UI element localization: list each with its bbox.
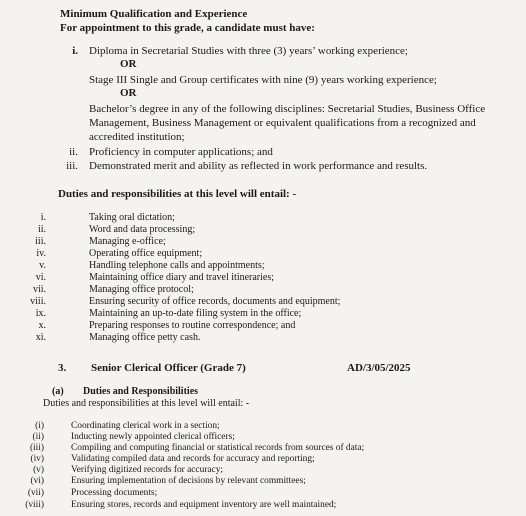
duty-text: Taking oral dictation; (89, 212, 175, 223)
responsibility-number: (viii) (25, 500, 44, 510)
responsibility-text: Processing documents; (71, 488, 158, 498)
responsibility-text: Ensuring stores, records and equipment inventory are well maintained; (71, 500, 337, 510)
qual-item-text: Diploma in Secretarial Studies with three (3) years’ working experience; (89, 45, 408, 57)
qual-item-text: accredited institution; (89, 131, 185, 143)
subsection-heading: Duties and Responsibilities (83, 386, 199, 397)
duty-number: v. (39, 260, 46, 271)
duty-number: ii. (37, 224, 46, 235)
duty-number: i. (40, 212, 46, 223)
responsibility-text: Validating compiled data and records for accuracy and reporting; (71, 454, 315, 464)
qualification-intro: For appointment to this grade, a candidate must have: (60, 22, 315, 34)
qual-item-number: i. (72, 45, 78, 57)
duty-number: vi. (35, 272, 46, 283)
responsibility-text: Verifying digitized records for accuracy; (71, 465, 224, 475)
responsibility-text: Coordinating clerical work in a section; (71, 421, 220, 431)
qual-item-text: Stage III Single and Group certificates with nine (9) years working experience; (89, 74, 437, 86)
duty-text: Maintaining an up-to-date filing system in the office; (89, 308, 302, 319)
qual-item-text: Management, Business Management or equivalent qualifications from a recognized and (89, 117, 476, 129)
subsection-label: (a) (52, 386, 64, 397)
duty-text: Preparing responses to routine correspondence; and (89, 320, 296, 331)
responsibility-number: (v) (33, 465, 44, 475)
responsibility-number: (iii) (29, 443, 44, 453)
responsibility-number: (ii) (32, 432, 44, 442)
qualification-heading: Minimum Qualification and Experience (60, 8, 248, 20)
responsibility-number: (vi) (30, 476, 44, 486)
qual-item-text: Proficiency in computer applications; and (89, 146, 273, 158)
duty-number: vii. (32, 284, 46, 295)
duty-text: Word and data processing; (89, 224, 196, 235)
duty-text: Operating office equipment; (89, 248, 203, 259)
section-reference: AD/3/05/2025 (347, 362, 411, 374)
duty-text: Maintaining office diary and travel itineraries; (89, 272, 275, 283)
duty-text: Managing office protocol; (89, 284, 194, 295)
duty-number: viii. (30, 296, 46, 307)
duty-number: x. (38, 320, 46, 331)
duty-number: ix. (35, 308, 46, 319)
duty-number: xi. (35, 332, 46, 343)
duty-text: Ensuring security of office records, documents and equipment; (89, 296, 341, 307)
duty-text: Managing e-office; (89, 236, 166, 247)
responsibility-text: Ensuring implementation of decisions by relevant committees; (71, 476, 306, 486)
responsibility-number: (vii) (27, 488, 44, 498)
duty-number: iii. (35, 236, 46, 247)
qual-item-number: ii. (69, 146, 78, 158)
responsibility-text: Inducting newly appointed clerical officers; (71, 432, 235, 442)
responsibility-number: (i) (35, 421, 44, 431)
or-separator: OR (120, 87, 137, 99)
subsection-intro: Duties and responsibilities at this level will entail: - (43, 398, 250, 409)
duty-number: iv. (36, 248, 46, 259)
responsibility-text: Compiling and computing financial or statistical records from sources of data; (71, 443, 365, 453)
section-number: 3. (58, 362, 67, 374)
qual-item-text: Bachelor’s degree in any of the following disciplines: Secretarial Studies, Business Office (89, 103, 486, 115)
duty-text: Managing office petty cash. (89, 332, 201, 343)
qual-item-number: iii. (66, 160, 78, 172)
qual-item-text: Demonstrated merit and ability as reflected in work performance and results. (89, 160, 428, 172)
section-title: Senior Clerical Officer (Grade 7) (91, 362, 246, 374)
duty-text: Handling telephone calls and appointments; (89, 260, 265, 271)
duties-heading: Duties and responsibilities at this level will entail: - (58, 188, 297, 200)
or-separator: OR (120, 58, 137, 70)
responsibility-number: (iv) (30, 454, 44, 464)
